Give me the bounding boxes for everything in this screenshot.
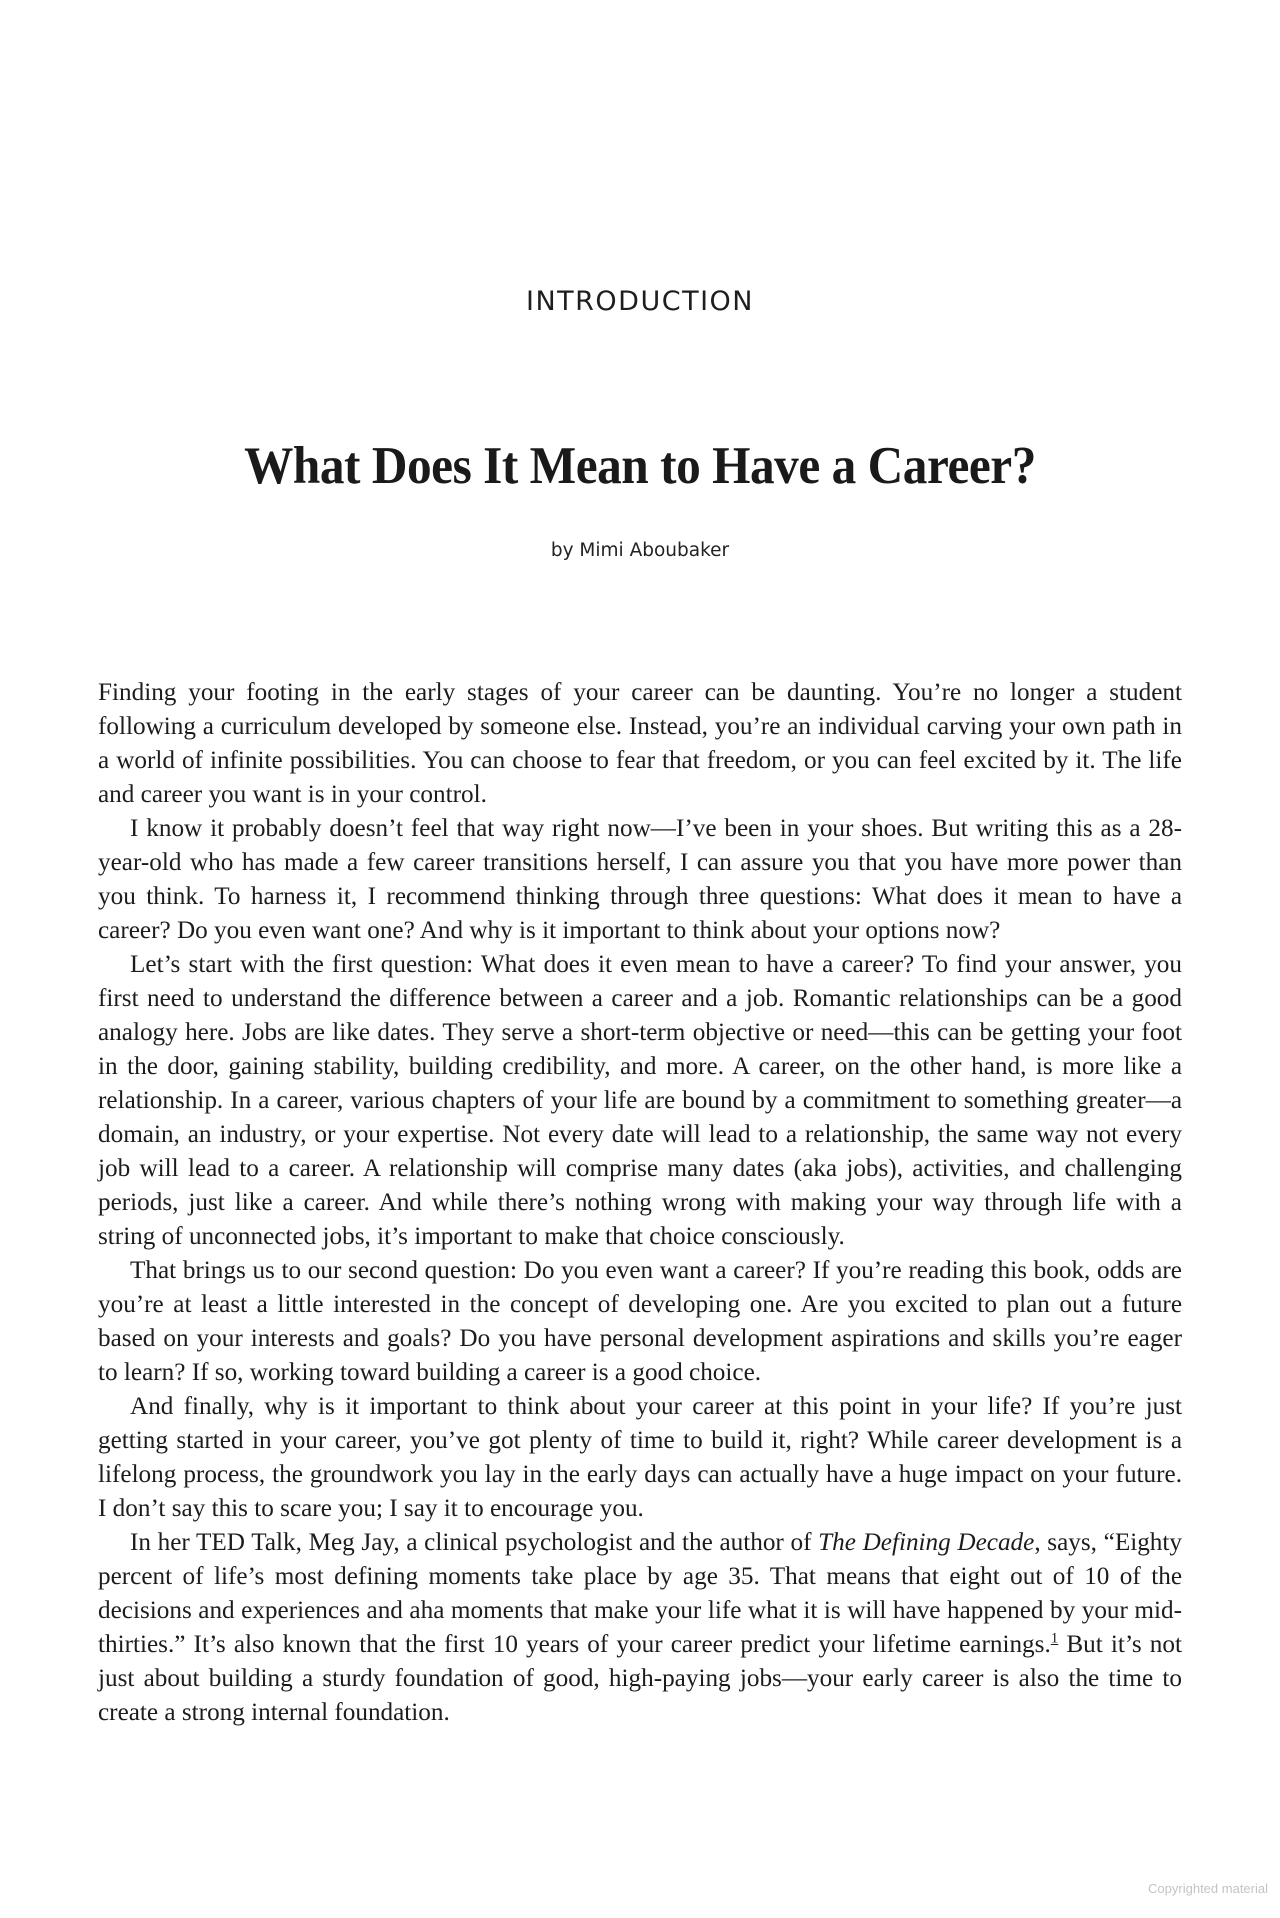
chapter-title: What Does It Mean to Have a Career? [244,437,1036,495]
paragraph: Let’s start with the first question: What does it even mean to have a career? To find your answer, you first need to understand the difference between a career and a job. Romantic relationships can be a good analogy here. Jobs are like dates. They serve a short-term objective or need—this can be getting your foot in the door, gaining stability, building credibility, and more. A career, on the other hand, is more like a relationship. In a career, various chapters of your life are bound by a commitment to something greater—a domain, an industry, or your expertise. Not every date will lead to a relationship, the same way not every job will lead to a career. A relationship will comprise many dates (aka jobs), activities, and challenging periods, just like a career. And while there’s nothing wrong with making your way through life with a string of unconnected jobs, it’s important to make that choice consciously. [98,951,1182,1250]
paragraph: And finally, why is it important to think about your career at this point in your life? If you’re just getting started in your career, you’ve got plenty of time to build it, right? While career development is a lifelong process, the groundwork you lay in the early days can actually have a huge impact on your future. I don’t say this to scare you; I say it to encourage you. [98,1393,1182,1522]
chapter-label: INTRODUCTION [526,286,754,317]
paragraph: That brings us to our second question: Do you even want a career? If you’re reading this book, odds are you’re at least a little interested in the concept of developing one. Are you excited to plan out a future based on your interests and goals? Do you have personal development aspirations and skills you’re eager to learn? If so, working toward building a career is a good choice. [98,1257,1182,1386]
paragraph [98,1526,1182,1730]
book-title: The Defining Decade [818,1529,1035,1556]
author-byline: by Mimi Aboubaker [550,540,730,561]
footnote-link[interactable]: 1 [1050,1630,1059,1647]
body-text [98,676,1182,1730]
paragraph-text: , says, “Eighty percent of life’s most defining moments take place by age 35. That means that eight out of 10 of the decisions and experiences and aha moments that make your life what it is will have happened by your mid-thirties.” It’s also known that the first 10 years of your career predict your lifetime earnings. [98,1529,1182,1658]
copyright-watermark: Copyrighted material [1148,1881,1268,1896]
paragraph: Finding your footing in the early stages of your career can be daunting. You’re no longer a student following a curriculum developed by someone else. Instead, you’re an individual carving your own path in a world of infinite possibilities. You can choose to fear that freedom, or you can feel excited by it. The life and career you want is in your control. [98,679,1182,808]
paragraph-text: But it’s not just about building a sturdy foundation of good, high-paying jobs—your early career is also the time to create a strong internal foundation. [98,1631,1182,1726]
paragraph-text: In her TED Talk, Meg Jay, a clinical psychologist and the author of [130,1529,819,1556]
paragraph: I know it probably doesn’t feel that way right now—I’ve been in your shoes. But writing this as a 28-year-old who has made a few career transitions herself, I can assure you that you have more power than you think. To harness it, I recommend thinking through three questions: What does it mean to have a career? Do you even want one? And why is it important to think about your options now? [98,815,1182,944]
